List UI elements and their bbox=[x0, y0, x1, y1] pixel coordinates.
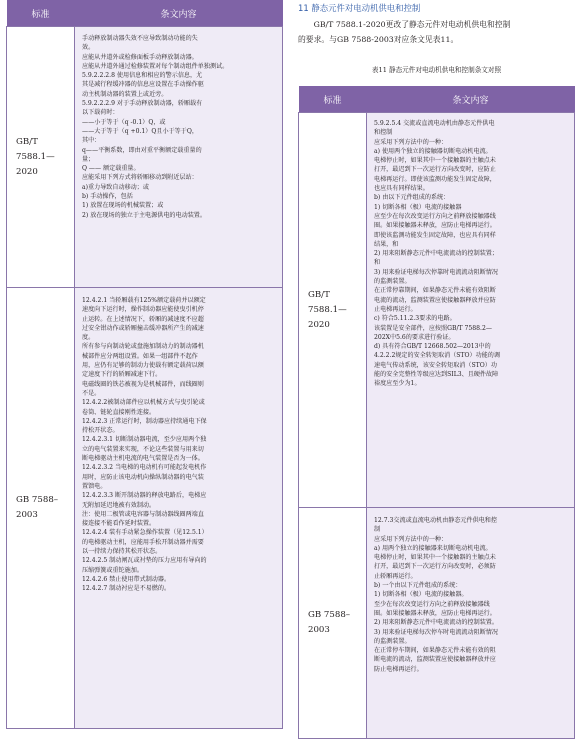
content-line: 5.9.2.2.2.8 使用信息和相应的警示信息，尤 bbox=[82, 72, 203, 80]
standard-text: GB 7588– bbox=[308, 610, 351, 620]
standard-text: 2020 bbox=[16, 166, 38, 177]
content-lines bbox=[82, 296, 276, 594]
content-line: 2) 放在现场的独立于主电源供电的电动装置。 bbox=[82, 211, 206, 219]
content-line: 202X中5.6的要求进行验证。 bbox=[374, 333, 455, 341]
content-line: 其中： bbox=[82, 137, 101, 145]
content-line: 该装置是安全部件，应按照GB/T 7588.2— bbox=[374, 324, 492, 332]
content-line: 在正常停车期间，如果静态元件未能有效的阻 bbox=[374, 647, 496, 655]
content-line: 压缩弹簧或重铊施加。 bbox=[82, 566, 143, 574]
content-line: 12.4.2.6 禁止使用带式制动器。 bbox=[82, 575, 171, 583]
content-line: 和控制 bbox=[374, 129, 393, 137]
content-line: 其是减行程缓冲器的信息应设置在手动操作驱 bbox=[82, 81, 204, 89]
content-line: 圈。如果接触器未释放，应防止电梯再运行。 bbox=[374, 222, 496, 230]
content-line: 也应具有同样结果。 bbox=[374, 185, 429, 193]
content-line: 注：使用二极管或电容器与制动器线圈两端直 bbox=[82, 510, 204, 518]
content-line: 防止电梯再运行。 bbox=[374, 665, 423, 673]
content-line: 12.4.2.5 制动闸瓦或衬垫的压力应用有导向的 bbox=[82, 557, 207, 565]
content-line: 12.4.2.2被制动部件应以机械方式与曳引轮或 bbox=[82, 399, 205, 407]
paragraph-line: 的要求。与GB 7588-2003对应条文见表11。 bbox=[298, 35, 459, 44]
content-line: 12.4.2.3.3 断开制动器的释放电路后，电梯应 bbox=[82, 492, 207, 500]
standard-text: GB 7588– bbox=[16, 495, 59, 505]
content-line: 速度向下运行时，操作制动器应能使曳引机停 bbox=[82, 306, 204, 314]
table-caption: 表11 静态元件对电动机供电和控制条文对照 bbox=[371, 66, 502, 74]
content-line: 过安全钳动作或轿厢撞击缓冲器所产生的减速 bbox=[82, 324, 204, 332]
content-line: 动主机制动器的装置上或近旁。 bbox=[82, 90, 168, 98]
content-lines bbox=[82, 34, 276, 220]
content-line: 应能从井道外或检修面板手动释放制动器。 bbox=[82, 53, 198, 61]
content-line: 置馈电。 bbox=[82, 482, 107, 490]
content-line: b) 由以下元件组成的系统： bbox=[374, 194, 450, 202]
content-line: 12.4.2.3.2 当电梯的电动机有可能起发电机作 bbox=[82, 464, 207, 472]
content-line: 12.4.2.1 当轿厢载有125%额定载荷并以额定 bbox=[82, 297, 206, 304]
content-line: b) 手动操作，包括 bbox=[82, 193, 133, 201]
content-cell bbox=[75, 27, 283, 288]
content-line: 所有参与向制动轮或盘施加制动力的制动器机 bbox=[82, 343, 204, 351]
content-line: 1) 切断各相（极）电流的接触器 bbox=[374, 203, 462, 211]
content-line: ——大于等于（q +0.1）Q且小于等于Q， bbox=[82, 127, 198, 135]
content-line: 3) 用来验证电梯每次停车时电流流动阻断情况 bbox=[374, 628, 498, 636]
table-header-row bbox=[299, 86, 575, 113]
content-line: 电流的流动，监测装置应使接触器释放并应防 bbox=[374, 296, 496, 304]
header-content: 条文内容 bbox=[160, 9, 197, 20]
section-title: 11 静态元件对电动机供电和控制 bbox=[298, 3, 421, 13]
content-line: 无附加延迟地被有效制动。 bbox=[82, 501, 156, 509]
content-line: a) 使用两个独立的接触器切断电动机电流。 bbox=[374, 147, 492, 155]
content-line: 度。 bbox=[82, 334, 95, 342]
content-line: 断电梯驱动主机电流的电气装置是否为一体。 bbox=[82, 455, 204, 463]
intro-paragraph bbox=[298, 17, 575, 47]
table-row bbox=[299, 508, 575, 739]
content-line: d) 具有符合GB/T 12668.502—2013中的 bbox=[374, 343, 491, 351]
content-line: 止轿厢再运行。 bbox=[374, 572, 417, 580]
content-line: 效。 bbox=[82, 44, 95, 52]
standard-cell bbox=[299, 508, 367, 739]
content-line: 电梯停止时，如果其中一个接触器的主触点未 bbox=[374, 157, 496, 165]
right-column bbox=[298, 0, 575, 752]
table-header-row bbox=[7, 0, 283, 27]
standard-cell bbox=[7, 288, 75, 729]
content-line: 止运转。在上述情况下，轿厢的减速度不应超 bbox=[82, 315, 204, 323]
content-line: 即使该监测功能发生固定故障，也应具有同样 bbox=[374, 231, 496, 239]
content-line: c) 符合5.11.2.3要求的电路。 bbox=[374, 315, 456, 323]
table-row bbox=[7, 288, 283, 729]
content-line: 立的电气装置来实现，不论这些装置与用来切 bbox=[82, 445, 204, 453]
content-line: 速电气传动系统，该安全转矩取消（STO）功 bbox=[374, 361, 497, 369]
content-line: 打开，最迟到下一次运行方向改变时，应防止 bbox=[374, 166, 496, 174]
content-line: 应采用下列方法中的一种： bbox=[374, 138, 448, 146]
standard-text: 7588.1— bbox=[308, 304, 347, 315]
table-row bbox=[7, 27, 283, 288]
content-cell bbox=[367, 113, 575, 508]
table-row bbox=[299, 113, 575, 508]
content-line: 电梯再运行。即使该监测功能发生固定故障， bbox=[374, 175, 496, 183]
standard-text: GB/T bbox=[308, 289, 330, 300]
content-line: 2) 用来阻断静态元件中电流流动的控制装置； bbox=[374, 250, 498, 258]
content-line: 的监测装置。 bbox=[374, 637, 411, 645]
content-cell bbox=[367, 508, 575, 739]
content-line: 结果，和 bbox=[374, 240, 399, 248]
content-line: 和 bbox=[374, 259, 381, 267]
standard-cell bbox=[299, 113, 367, 508]
content-line: 12.4.2.4 装有手动紧急操作装置（见12.5.1） bbox=[82, 529, 208, 537]
content-line: q——平衡系数，即由对重平衡额定载重量的 bbox=[82, 146, 202, 154]
content-line: 械部件应分两组设置。如果一组部件不起作 bbox=[82, 352, 198, 360]
content-lines bbox=[374, 516, 568, 674]
header-standard: 标准 bbox=[31, 9, 50, 20]
content-line: 以下载荷时： bbox=[82, 109, 119, 117]
content-line: 至少在每次改变运行方向之前释放接触器线 bbox=[374, 600, 490, 608]
content-line: 量； bbox=[82, 155, 95, 163]
content-line: 1) 切断各相（极）电流的接触器。 bbox=[374, 591, 468, 599]
content-line: 接连接不能看作延时装置。 bbox=[82, 520, 156, 528]
content-line: 用，应仍有足够的制动力使载有额定载荷以额 bbox=[82, 362, 204, 370]
content-line: 12.4.2.3 正常运行时，制动器应持续通电下保 bbox=[82, 417, 207, 425]
content-line: 不是。 bbox=[82, 389, 101, 397]
content-line: 3) 用来验证电梯每次停靠时电流流动阻断情况 bbox=[374, 268, 498, 276]
content-line: 1) 放置在现场的机械装置；或 bbox=[82, 202, 164, 210]
content-line: 应能从井道外通过检修装置对每个制动组件单独测试。 bbox=[82, 62, 229, 70]
content-line: 手动释放制动器失效不应导致制动功能的失 bbox=[82, 35, 198, 42]
comparison-table-left bbox=[6, 0, 283, 729]
content-line: a)重力导致自动移动；或 bbox=[82, 183, 149, 191]
standard-text: 2003 bbox=[16, 510, 38, 520]
content-line: 12.4.2.3.1 切断制动器电流，至少应用两个独 bbox=[82, 436, 207, 444]
content-line: 打开，最迟到下一次运行方向改变时，必须防 bbox=[374, 563, 496, 571]
standard-text: GB/T bbox=[16, 136, 38, 147]
content-line: a) 用两个独立的接触器来切断电动机电流。 bbox=[374, 544, 492, 552]
standard-text: 2020 bbox=[308, 319, 330, 330]
content-line: 定速度下行的轿厢减速下行。 bbox=[82, 371, 162, 379]
content-line: 的电梯驱动主机，应能用手松开制动器并需要 bbox=[82, 538, 204, 546]
content-line: b) 一个由以下元件组成的系统： bbox=[374, 582, 462, 590]
content-line: 断电流的流动，监测装置应使接触器释放并应 bbox=[374, 656, 496, 664]
content-line: 持松开状态。 bbox=[82, 427, 119, 435]
content-line: 能的安全完整性等级应达到SIL3、且硬件故障 bbox=[374, 371, 499, 379]
content-line: 电磁线圈的铁芯被视为是机械部件，而线圈则 bbox=[82, 380, 204, 388]
header-standard: 标准 bbox=[323, 95, 342, 106]
header-content: 条文内容 bbox=[452, 95, 489, 106]
content-line: 卷筒、链轮直接刚性连接。 bbox=[82, 408, 156, 416]
content-line: 在正常停靠期间，如果静态元件未能有效阻断 bbox=[374, 287, 496, 295]
content-line: ——小于等于（q -0.1）Q，或 bbox=[82, 118, 166, 126]
content-line: 5.9.2.2.2.9 对于手动释放制动器，轿厢载有 bbox=[82, 100, 203, 108]
comparison-table-right bbox=[298, 86, 575, 739]
content-line: 圈。如果接触器未释放，应防止电梯再运行。 bbox=[374, 609, 496, 617]
content-line: 应采用下列方法中的一种： bbox=[374, 535, 448, 543]
content-line: 以一持续力保持其松开状态。 bbox=[82, 548, 162, 556]
content-line: 电梯停止时，如果其中一个接触器的主触点未 bbox=[374, 554, 496, 562]
left-column bbox=[6, 0, 283, 729]
content-line: 应能采用下列方式将轿厢移动到附近层站： bbox=[82, 174, 198, 182]
content-line: 制 bbox=[374, 526, 381, 534]
content-lines bbox=[374, 119, 568, 389]
content-line: Q —— 额定载重量。 bbox=[82, 165, 140, 173]
content-line: 12.7.3交流或直流电动机由静态元件供电和控 bbox=[374, 517, 497, 524]
paragraph-line: GB/T 7588.1-2020更改了静态元件对电动机供电和控制 bbox=[298, 20, 511, 29]
content-line: 4.2.2.2规定的安全转矩取消（STO）功能的调 bbox=[374, 352, 500, 360]
content-cell bbox=[75, 288, 283, 729]
content-line: 5.9.2.5.4 交流或直流电动机由静态元件供电 bbox=[374, 120, 495, 127]
content-line: 2) 用来阻断静态元件中电流流动的控制装置。 bbox=[374, 619, 498, 627]
standard-text: 2003 bbox=[308, 625, 330, 635]
content-line: 12.4.2.7 制动衬应是不易燃的。 bbox=[82, 585, 171, 593]
content-line: 的监测装置。 bbox=[374, 278, 411, 286]
content-line: 应至少在每次改变运行方向之前释放接触器线 bbox=[374, 212, 496, 220]
content-line: 止电梯再运行。 bbox=[374, 305, 417, 313]
content-line: 裕度应至少为1。 bbox=[374, 380, 421, 388]
standard-text: 7588.1— bbox=[16, 151, 55, 162]
standard-cell bbox=[7, 27, 75, 288]
content-line: 用时，应防止该电动机向操纵制动器的电气装 bbox=[82, 473, 204, 481]
